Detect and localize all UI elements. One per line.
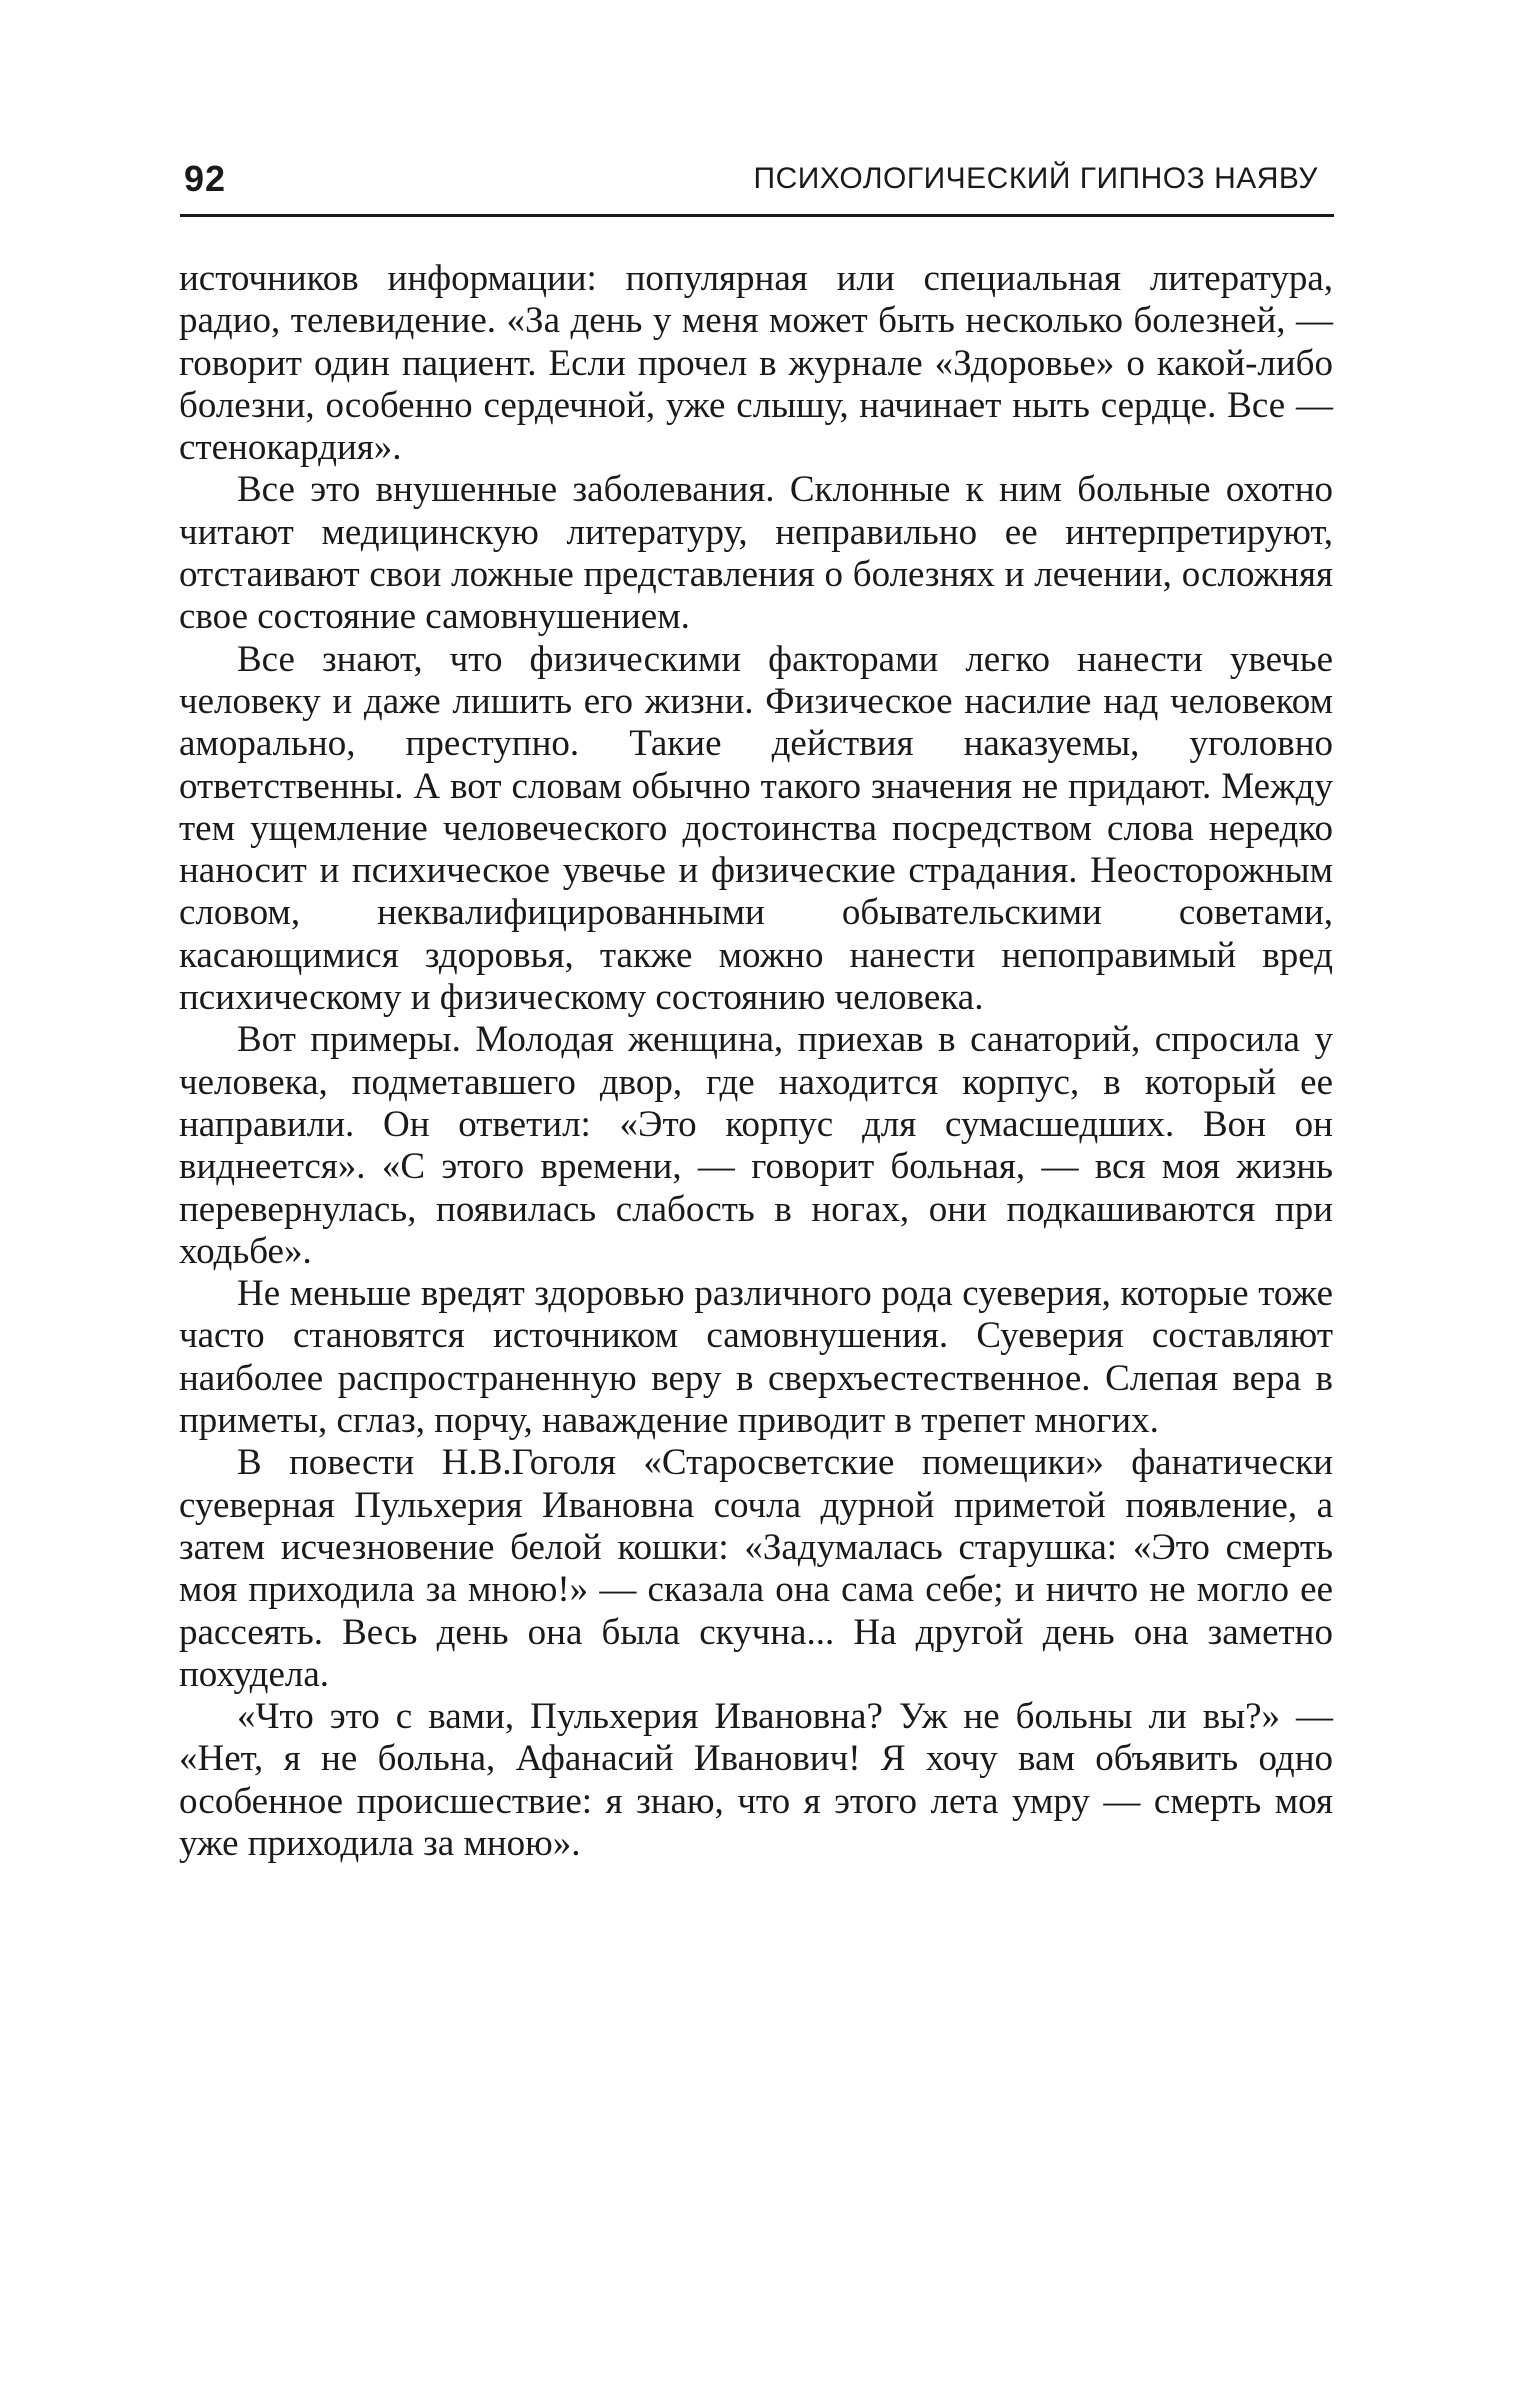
paragraph: Не меньше вредят здоровью различного рода суеверия, которые тоже часто становятся источником самовнушения. Суеверия составляют наиболее распространенную веру в сверхъестественное. Слепая вера в приметы, сглаз, порчу, наваждение приводит в трепет многих. [179, 1273, 1333, 1442]
paragraph: Все это внушенные заболевания. Склонные к ним больные охотно читают медицинскую литературу, неправильно ее интерпретируют, отстаивают свои ложные представления о болезнях и лечении, осложняя свое состояние самовнушением. [179, 469, 1333, 638]
paragraph: «Что это с вами, Пульхерия Ивановна? Уж не больны ли вы?» — «Нет, я не больна, Афанасий Иванович! Я хочу вам объявить одно особенное происшествие: я знаю, что я этого лета умру — смерть моя уже приходила за мною». [179, 1696, 1333, 1864]
paragraph: Все знают, что физическими факторами легко нанести увечье человеку и даже лишить его жизни. Физическое насилие над человеком аморально, преступно. Такие действия наказуемы, уголовно ответственны. А вот словам обычно такого значения не придают. Между тем ущемление человеческого достоинства посредством слова нередко наносит и психическое увечье и физические страдания. Неосторожным словом, неквалифицированными обывательскими советами, касающимися здоровья, также можно нанести непоправимый вред психическому и физическому состоянию человека. [179, 638, 1333, 1019]
paragraph: источников информации: популярная или специальная литература, радио, телевидение. «За день у меня может быть несколько болезней, — говорит один пациент. Если прочел в журнале «Здоровье» о какой-либо болезни, особенно сердечной, уже слышу, начинает ныть сердце. Все — стенокардия». [179, 258, 1333, 469]
running-header [180, 150, 1332, 212]
header-rule [180, 214, 1334, 217]
paragraph: В повести Н.В.Гоголя «Старосветские помещики» фанатически суеверная Пульхерия Ивановна сочла дурной приметой появление, а затем исчезновение белой кошки: «Задумалась старушка: «Это смерть моя приходила за мною!» — сказала она сама себе; и ничто не могло ее рассеять. Весь день она была скучна... На другой день она заметно похудела. [179, 1442, 1333, 1695]
paragraph: Вот примеры. Молодая женщина, приехав в санаторий, спросила у человека, подметавшего двор, где находится корпус, в который ее направили. Он ответил: «Это корпус для сумасшедших. Вон он виднеется». «С этого времени, — говорит больная, — вся моя жизнь перевернулась, появилась слабость в ногах, они подкашиваются при ходьбе». [179, 1019, 1333, 1272]
body-text [179, 258, 1333, 1865]
page-number: 92 [184, 158, 227, 199]
running-title: ПСИХОЛОГИЧЕСКИЙ ГИПНОЗ НАЯВУ [753, 162, 1318, 195]
